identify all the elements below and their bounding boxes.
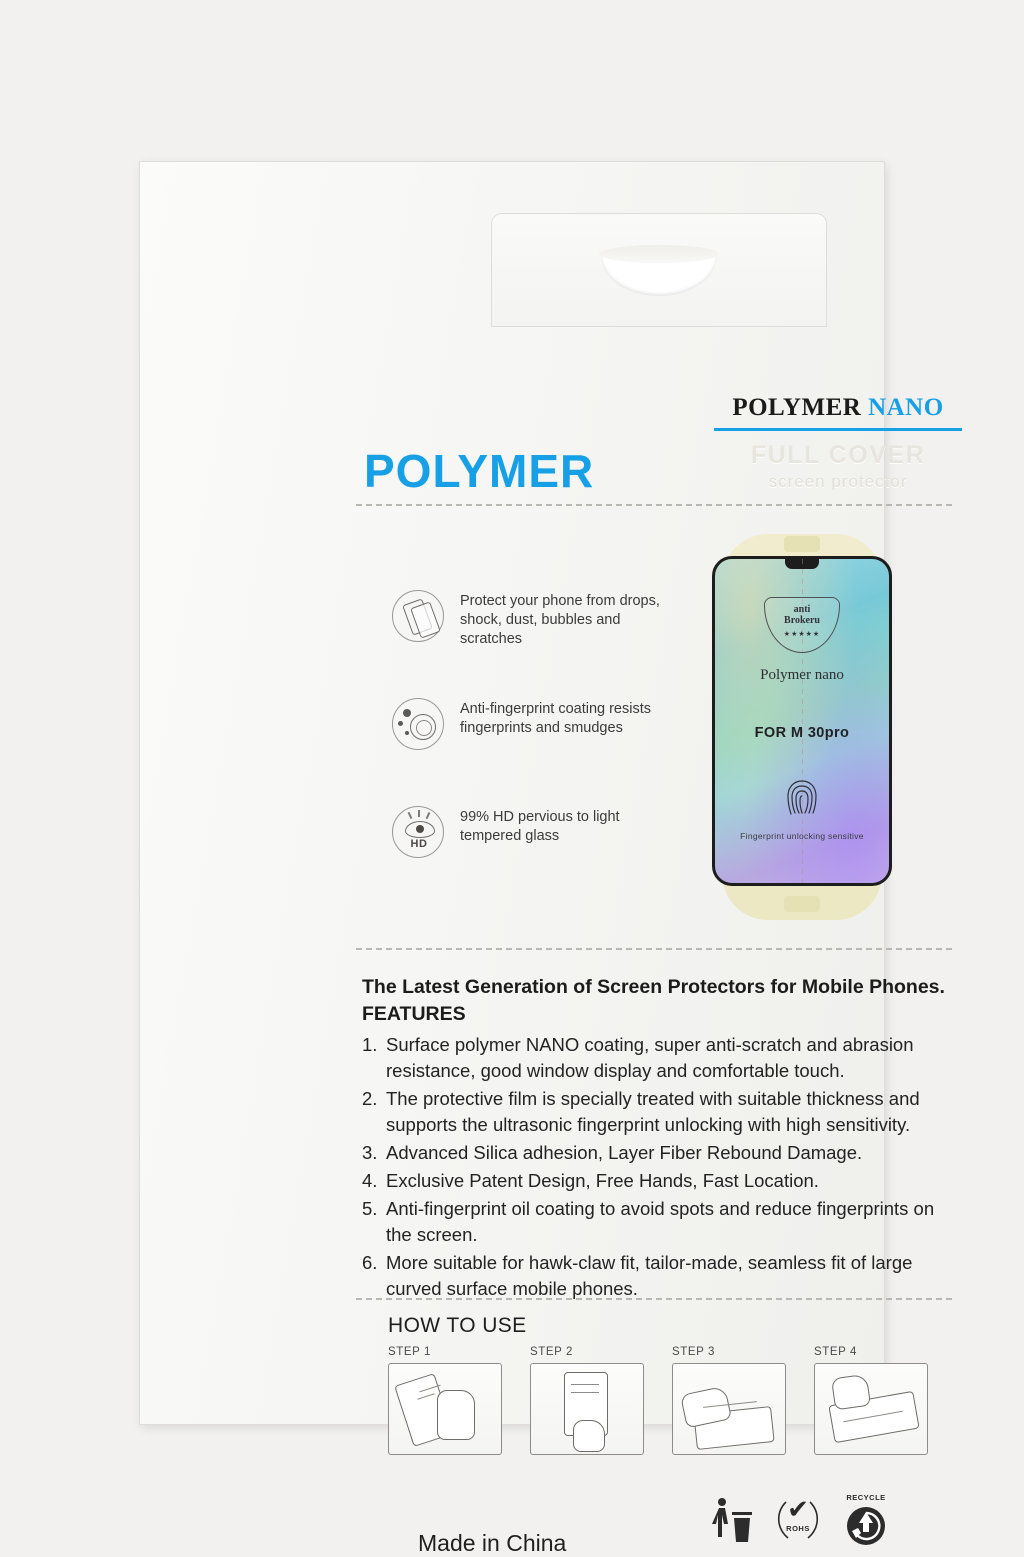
- product-title: Polymer nano: [760, 667, 844, 683]
- step-label: STEP 1: [388, 1346, 432, 1358]
- squeegee-icon: [814, 1363, 928, 1455]
- how-to-step-2: [530, 1346, 642, 1455]
- header-accent-rule: [714, 428, 962, 431]
- screen-protector-preview: [712, 556, 892, 886]
- list-item: [362, 1196, 962, 1248]
- waste-bin-icon: [712, 1494, 756, 1546]
- fingerprint-smudge-icon: [392, 698, 444, 750]
- list-item-text: Advanced Silica adhesion, Layer Fiber Rebound Damage.: [386, 1142, 863, 1163]
- badge-line2: Brokeru: [784, 615, 820, 626]
- features-heading-line2: FEATURES: [362, 1003, 466, 1025]
- step-label: STEP 2: [530, 1346, 574, 1358]
- wipe-screen-icon: [388, 1363, 502, 1455]
- divider-middle: [356, 948, 952, 950]
- list-item: [362, 1086, 962, 1138]
- feature-bullet-text: 99% HD pervious to light tempered glass: [460, 809, 620, 844]
- list-item-number: 5.: [362, 1198, 378, 1219]
- phone-shield-icon: [392, 590, 444, 642]
- features-heading: [362, 974, 962, 1028]
- brand-title: POLYMER: [364, 445, 595, 497]
- list-item-number: 3.: [362, 1142, 378, 1163]
- how-to-step-4: [814, 1346, 926, 1455]
- feature-bullet-text: Anti-fingerprint coating resists fingerprints and smudges: [460, 701, 651, 736]
- product-footnote: Fingerprint unlocking sensitive: [740, 831, 864, 841]
- hd-eye-icon: [392, 806, 444, 858]
- film-tab-top: [784, 536, 820, 552]
- features-heading-line1: The Latest Generation of Screen Protectors for Mobile Phones.: [362, 976, 945, 998]
- how-to-step-3: [672, 1346, 784, 1455]
- list-item: [362, 1032, 962, 1084]
- list-item-number: 6.: [362, 1252, 378, 1273]
- feature-bullet-text: Protect your phone from drops, shock, dust, bubbles and scratches: [460, 593, 660, 647]
- rohs-label: ROHS: [786, 1524, 810, 1533]
- rohs-icon: ✔ ROHS: [770, 1494, 826, 1546]
- list-item: [362, 1140, 962, 1166]
- header-nano-word: NANO: [868, 394, 944, 421]
- list-item-text: More suitable for hawk-claw fit, tailor-made, seamless fit of large curved surface mobile phones.: [386, 1252, 913, 1299]
- how-to-use-title: HOW TO USE: [388, 1314, 527, 1337]
- list-item-number: 1.: [362, 1034, 378, 1055]
- step-label: STEP 3: [672, 1346, 716, 1358]
- list-item: [362, 1168, 962, 1194]
- recycle-icon: [838, 1494, 894, 1550]
- list-item-text: Exclusive Patent Design, Free Hands, Fast Location.: [386, 1170, 819, 1191]
- header-block: [712, 394, 964, 492]
- header-screen-protector: screen protector: [768, 472, 908, 491]
- features-list: [362, 1032, 962, 1304]
- anti-broken-badge-icon: [764, 597, 840, 653]
- product-illustration: [712, 534, 892, 920]
- how-to-step-1: [388, 1346, 500, 1455]
- product-package: [140, 162, 945, 1556]
- recycle-label: RECYCLE: [846, 1493, 886, 1502]
- list-item-text: Surface polymer NANO coating, super anti-scratch and abrasion resistance, good window display and comfortable touch.: [386, 1034, 914, 1081]
- badge-stars: ★★★★★: [783, 631, 821, 638]
- divider-top: [356, 504, 952, 506]
- list-item-number: 4.: [362, 1170, 378, 1191]
- badge-line1: anti: [793, 604, 811, 615]
- header-polymer-nano: [712, 394, 964, 422]
- product-model: FOR M 30pro: [754, 725, 850, 741]
- list-item-text: Anti-fingerprint oil coating to avoid spots and reduce fingerprints on the screen.: [386, 1198, 935, 1245]
- list-item: [362, 1250, 962, 1302]
- peel-film-icon: [530, 1363, 644, 1455]
- hd-label: HD: [410, 838, 428, 850]
- header-full-cover: FULL COVER: [750, 441, 926, 469]
- made-in-label: Made in China: [418, 1530, 567, 1556]
- list-item-text: The protective film is specially treated with suitable thickness and supports the ultrasonic fingerprint unlocking with high sensitivity.: [386, 1088, 920, 1135]
- list-item-number: 2.: [362, 1088, 378, 1109]
- header-polymer-word: POLYMER: [732, 394, 862, 421]
- step-label: STEP 4: [814, 1346, 858, 1358]
- apply-film-icon: [672, 1363, 786, 1455]
- film-tab-bottom: [784, 896, 820, 912]
- fingerprint-icon: [783, 775, 821, 821]
